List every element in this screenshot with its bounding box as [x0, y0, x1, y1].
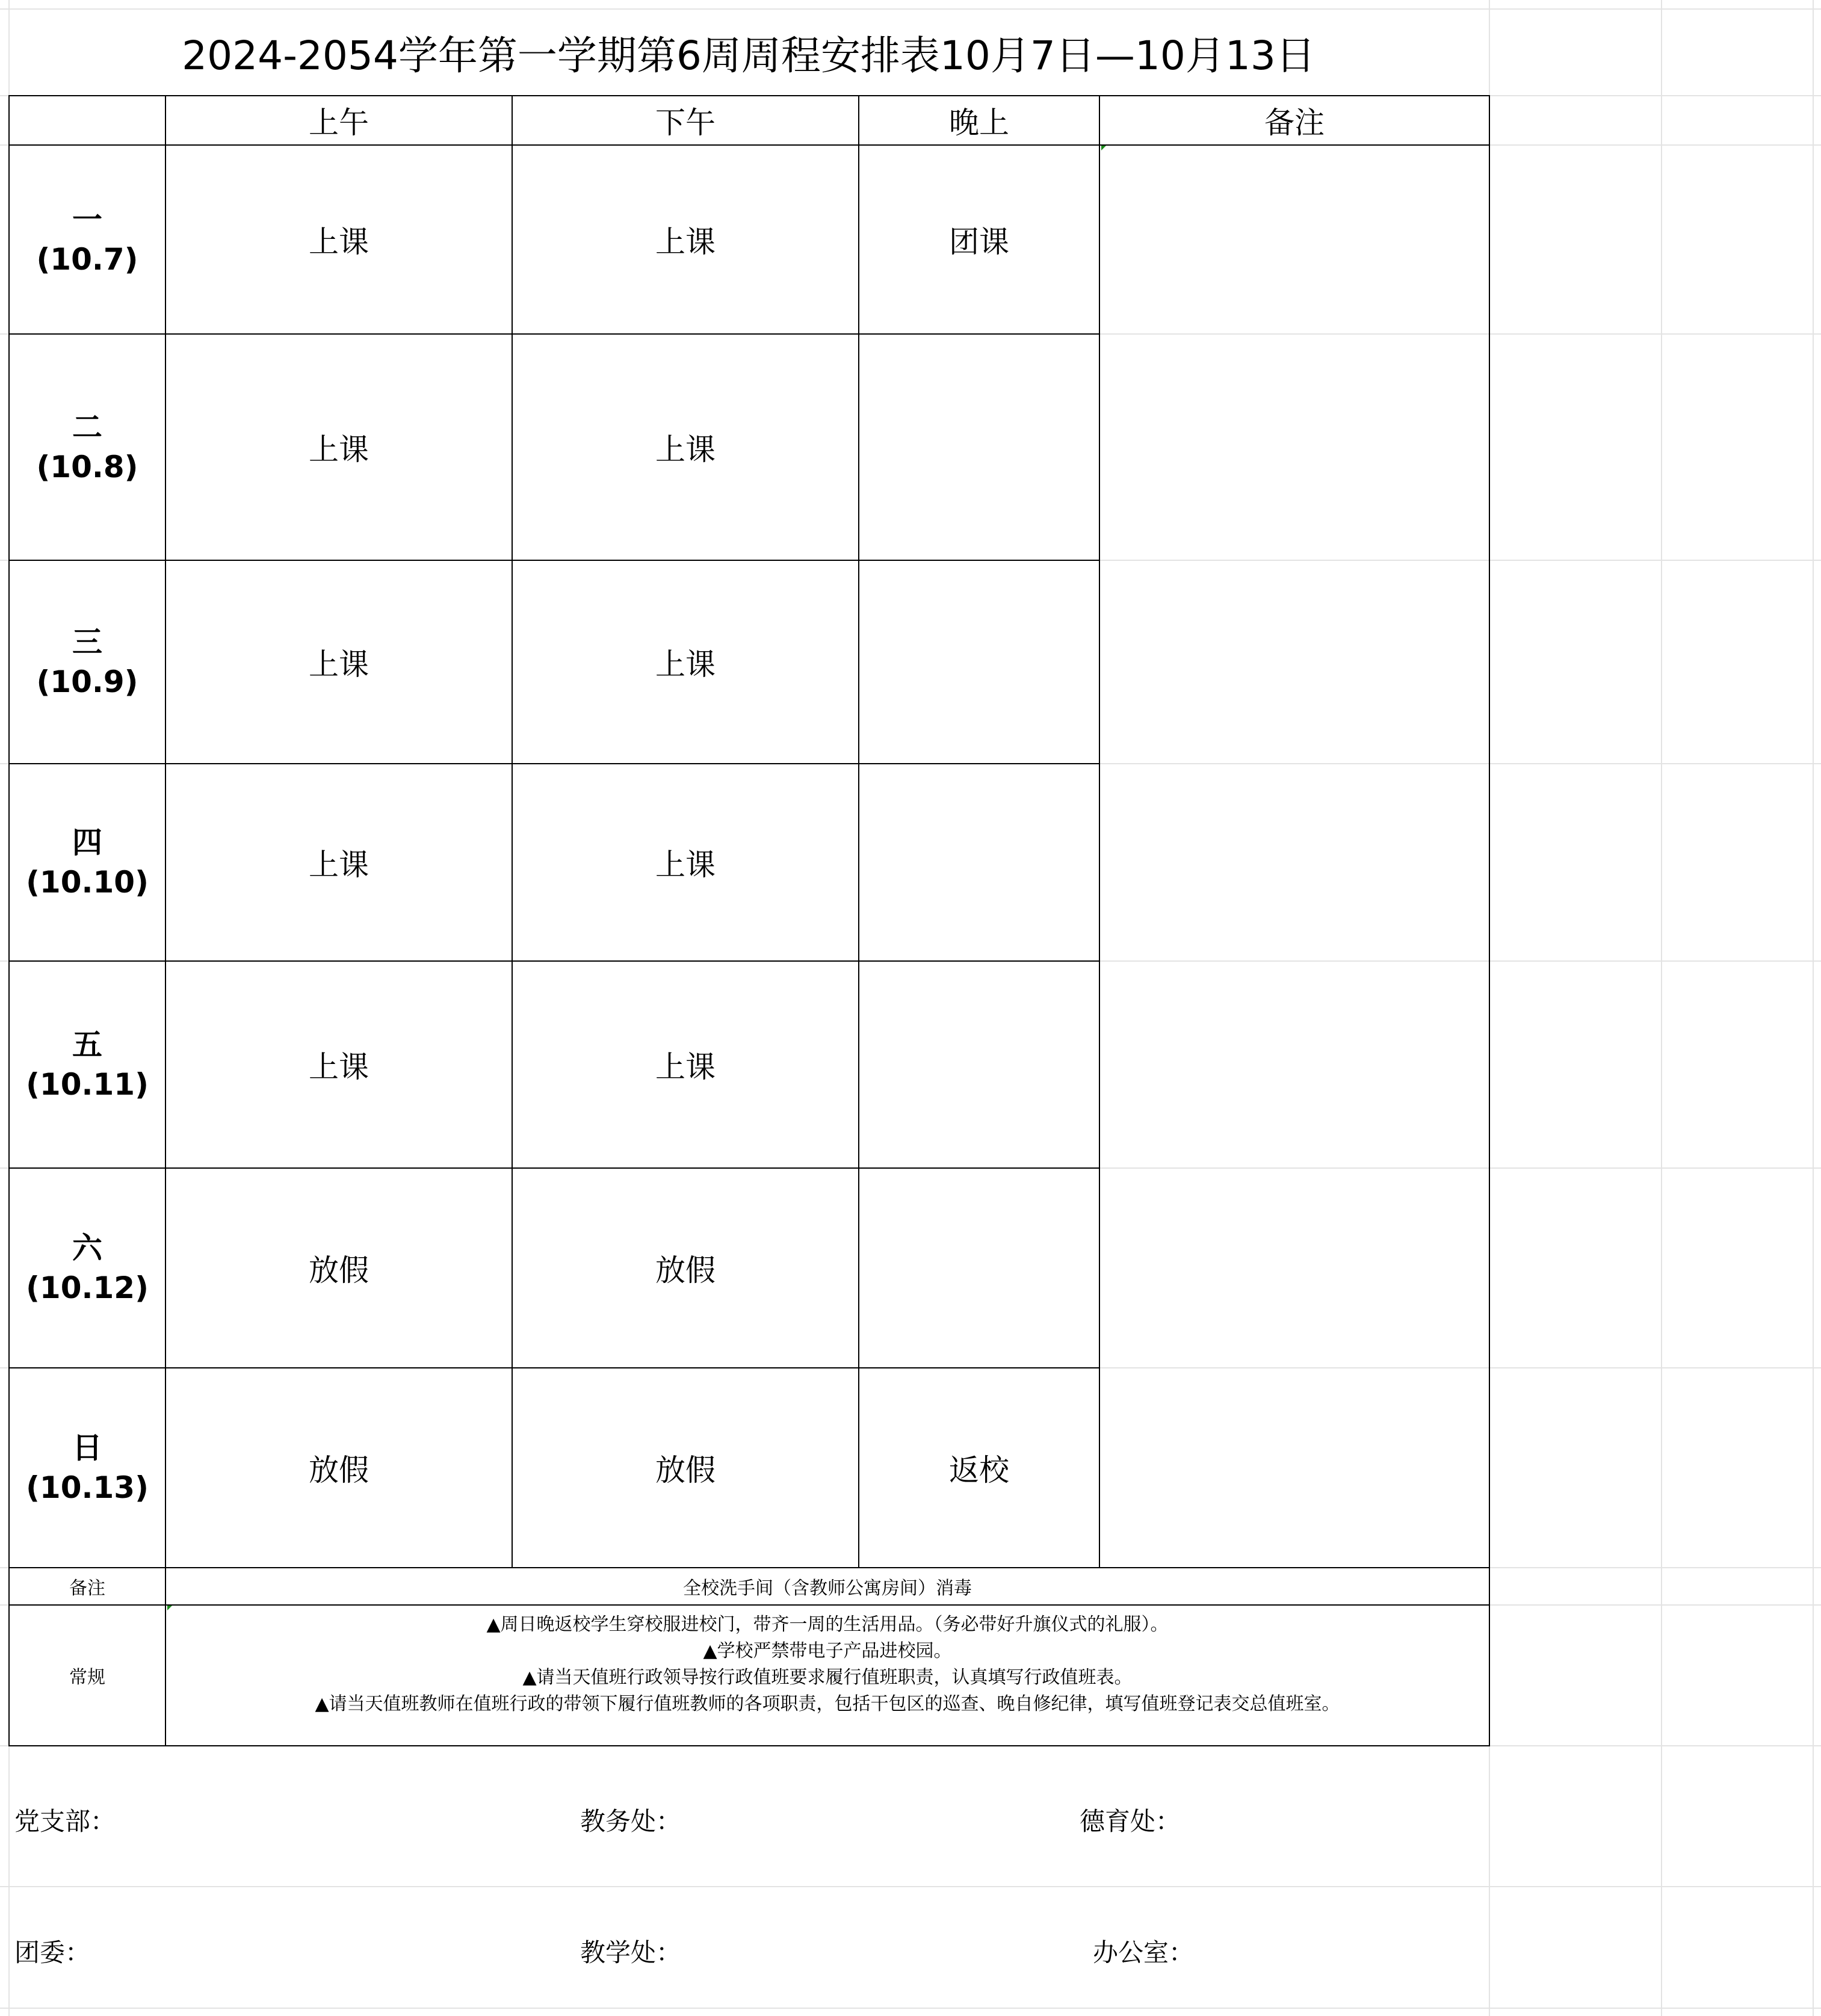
afternoon-cell: 上课	[655, 847, 716, 882]
column-header-notes: 备注	[1264, 105, 1325, 140]
weekday: 一	[72, 202, 102, 237]
weekday: 四	[72, 825, 102, 860]
morning-cell: 上课	[309, 1050, 369, 1084]
afternoon-cell: 上课	[655, 647, 716, 682]
signature-academic-affairs: 教务处：	[580, 1807, 682, 1836]
date: (10.9)	[36, 664, 138, 699]
weekday: 六	[72, 1231, 102, 1266]
evening-cell	[859, 1169, 1099, 1367]
day-label	[10, 561, 165, 763]
comment-marker-icon	[1101, 146, 1106, 150]
date: (10.8)	[36, 450, 138, 484]
morning-cell: 上课	[309, 647, 369, 682]
evening-cell	[859, 764, 1099, 960]
signature-moral-education: 德育处：	[1080, 1807, 1181, 1836]
gridline	[0, 1886, 1821, 1887]
afternoon-cell: 放假	[655, 1253, 716, 1288]
gridline	[1661, 0, 1662, 2016]
weekday: 三	[72, 625, 102, 660]
column-header-afternoon: 下午	[655, 105, 716, 140]
table-border	[1489, 95, 1490, 1746]
table-border	[1099, 95, 1100, 1568]
gridline	[0, 2008, 1821, 2009]
evening-cell	[859, 561, 1099, 763]
signature-party-branch: 党支部：	[14, 1807, 116, 1836]
morning-cell: 上课	[309, 432, 369, 467]
evening-cell	[859, 335, 1099, 560]
remarks-label: 备注	[69, 1578, 105, 1599]
date: (10.10)	[26, 865, 149, 900]
afternoon-cell: 上课	[655, 432, 716, 467]
day-label	[10, 335, 165, 560]
date: (10.12)	[26, 1270, 149, 1305]
page-title: 2024-2054学年第一学期第6周周程安排表10月7日—10月13日	[182, 32, 1316, 79]
routine-label: 常规	[69, 1667, 105, 1688]
routine-item: ▲请当天值班行政领导按行政值班要求履行值班职责，认真填写行政值班表。	[522, 1667, 1133, 1688]
day-label	[10, 962, 165, 1167]
date: (10.11)	[26, 1067, 149, 1102]
day-label	[10, 764, 165, 960]
routine-item: ▲周日晚返校学生穿校服进校门，带齐一周的生活用品。（务必带好升旗仪式的礼服）。	[486, 1614, 1169, 1635]
routine-item: ▲学校严禁带电子产品进校园。	[703, 1640, 952, 1662]
evening-cell: 返校	[949, 1453, 1009, 1488]
morning-cell: 放假	[309, 1253, 369, 1288]
signature-general-office: 办公室：	[1093, 1938, 1195, 1967]
table-border	[8, 1745, 1490, 1746]
signature-teaching-office: 教学处：	[580, 1938, 682, 1967]
date: (10.7)	[36, 242, 138, 277]
morning-cell: 上课	[309, 224, 369, 259]
weekday: 日	[72, 1430, 102, 1465]
evening-cell: 团课	[949, 224, 1009, 259]
routine-list	[166, 1606, 1489, 1745]
column-header-evening: 晚上	[949, 105, 1009, 140]
day-label	[10, 1368, 165, 1567]
remarks-text: 全校洗手间（含教师公寓房间）消毒	[683, 1578, 972, 1599]
morning-cell: 放假	[309, 1453, 369, 1488]
signature-youth-league: 团委：	[14, 1938, 91, 1967]
weekday: 五	[72, 1027, 102, 1062]
routine-item: ▲请当天值班教师在值班行政的带领下履行值班教师的各项职责，包括干包区的巡查、晚自修纪律，填写值班登记表交总值班室。	[315, 1693, 1340, 1715]
day-label	[10, 1169, 165, 1367]
date: (10.13)	[26, 1470, 149, 1505]
evening-cell	[859, 962, 1099, 1167]
afternoon-cell: 上课	[655, 224, 716, 259]
afternoon-cell: 上课	[655, 1050, 716, 1084]
column-header-morning: 上午	[309, 105, 369, 140]
weekday: 二	[72, 410, 102, 445]
afternoon-cell: 放假	[655, 1453, 716, 1488]
gridline	[1813, 0, 1814, 2016]
morning-cell: 上课	[309, 847, 369, 882]
day-label	[10, 146, 165, 333]
